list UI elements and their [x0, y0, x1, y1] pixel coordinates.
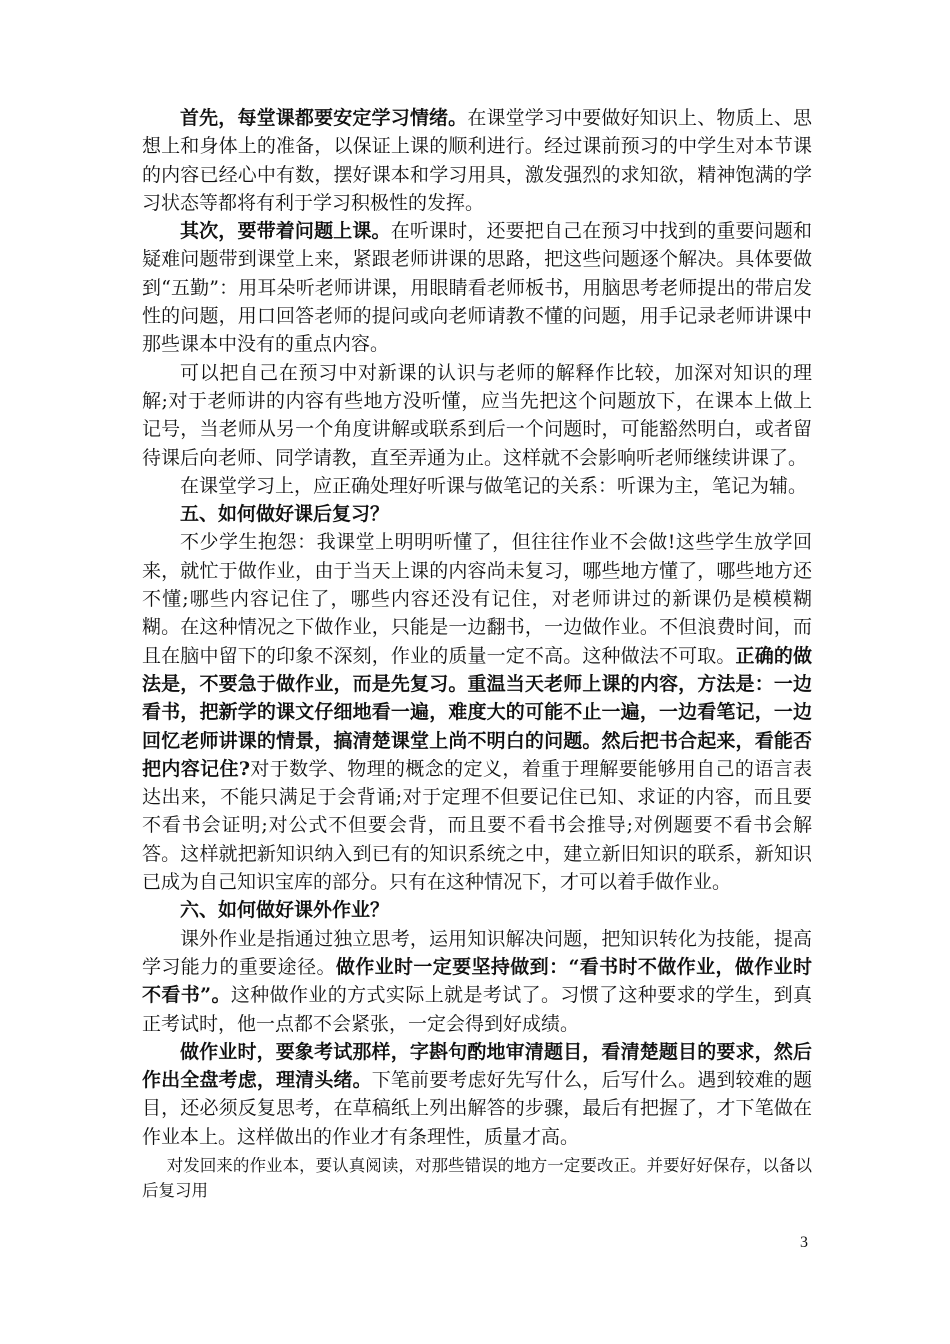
paragraph-9-lead: 做作业时，要象考试那样，字斟句酌地审清题目，看清楚题目的要求，然后作出全盘考虑，理清头绪。: [142, 1040, 812, 1092]
paragraph-4: [142, 472, 812, 500]
paragraph-3: [142, 359, 812, 472]
page-body: [142, 104, 812, 1203]
paragraph-8-text: 课外作业是指通过独立思考，运用知识解决问题，把知识转化为技能，提高学习能力的重要途径。: [142, 927, 812, 978]
paragraph-10: [142, 1153, 812, 1203]
section-heading-6: [142, 896, 812, 924]
paragraph-10-text: 对发回来的作业本，要认真阅读，对那些错误的地方一定要改正。并要好好保存，以备以后复习用: [142, 1155, 812, 1200]
paragraph-8-tail: 这种做作业的方式实际上就是考试了。习惯了这种要求的学生，到真正考试时，他一点都不会紧张，一定会得到好成绩。: [142, 984, 812, 1035]
page-number: 3: [800, 1234, 808, 1251]
paragraph-8: [142, 925, 812, 1038]
paragraph-2: [142, 217, 812, 358]
section-heading-6-text: 六、如何做好课外作业？: [180, 899, 390, 922]
paragraph-1-text: 在课堂学习中要做好知识上、物质上、思想上和身体上的准备，以保证上课的顺利进行。经过课前预习的中学生对本节课的内容已经心中有数，摆好课本和学习用具，激发强烈的求知欲，精神饱满的学习状态等都将有利于学习积极性的发挥。: [142, 107, 812, 214]
paragraph-3-text: 可以把自己在预习中对新课的认识与老师的解释作比较，加深对知识的理解;对于老师讲的内容有些地方没听懂，应当先把这个问题放下，在课本上做上记号，当老师从另一个角度讲解或联系到后一个问题时，可能豁然明白，或者留待课后向老师、同学请教，直至弄通为止。这样就不会影响听老师继续讲课了。: [142, 361, 812, 469]
paragraph-9-text: 下笔前要考虑好先写什么，后写什么。遇到较难的题目，还必须反复思考，在草稿纸上列出解答的步骤，最后有把握了，才下笔做在作业本上。这样做出的作业才有条理性，质量才高。: [142, 1069, 812, 1148]
paragraph-6-tail: 对于数学、物理的概念的定义，着重于理解要能够用自己的语言表达出来，不能只满足于会背诵;对于定理不但要记住已知、求证的内容，而且要不看书会证明;对公式不但要会背，而且要不看书会推导;对例题要不看书会解答。这样就把新知识纳入到已有的知识系统之中，建立新旧知识的联系，新知识已成为自己知识宝库的部分。只有在这种情况下，才可以着手做作业。: [142, 757, 812, 894]
paragraph-4-text: 在课堂学习上，应正确处理好听课与做笔记的关系：听课为主，笔记为辅。: [180, 474, 808, 497]
paragraph-1: [142, 104, 812, 217]
paragraph-2-lead: 其次，要带着问题上课。: [180, 220, 391, 243]
paragraph-6-text: 不少学生抱怨：我课堂上明明听懂了，但往往作业不会做!这些学生放学回来，就忙于做作业，由于当天上课的内容尚未复习，哪些地方懂了，哪些地方还不懂;哪些内容记住了，哪些内容还没有记住，对老师讲过的新课仍是模模糊糊。在这种情况之下做作业，只能是一边翻书，一边做作业。不但浪费时间，而且在脑中留下的印象不深刻，作业的质量一定不高。这种做法不可取。: [142, 531, 812, 667]
paragraph-9: [142, 1038, 812, 1151]
paragraph-2-text: 在听课时，还要把自己在预习中找到的重要问题和疑难问题带到课堂上来，紧跟老师讲课的思路，把这些问题逐个解决。具体要做到“五勤”：用耳朵听老师讲课，用眼睛看老师板书，用脑思考老师提出的带启发性的问题，用口回答老师的提问或向老师请教不懂的问题，用手记录老师讲课中那些课本中没有的重点内容。: [142, 220, 812, 356]
paragraph-6: [142, 528, 812, 896]
paragraph-6-bold: 正确的做法是，不要急于做作业，而是先复习。重温当天老师上课的内容，方法是：一边看书，把新学的课文仔细地看一遍，难度大的可能不止一遍，一边看笔记，一边回忆老师讲课的情景，搞清楚课堂上尚不明白的问题。然后把书合起来，看能否把内容记住?: [142, 644, 812, 780]
paragraph-1-lead: 首先，每堂课都要安定学习情绪。: [180, 107, 468, 129]
section-heading-5-text: 五、如何做好课后复习？: [180, 503, 390, 526]
paragraph-8-bold: 做作业时一定要坚持做到：“看书时不做作业，做作业时不看书”。: [142, 955, 812, 1007]
section-heading-5: [142, 500, 812, 528]
